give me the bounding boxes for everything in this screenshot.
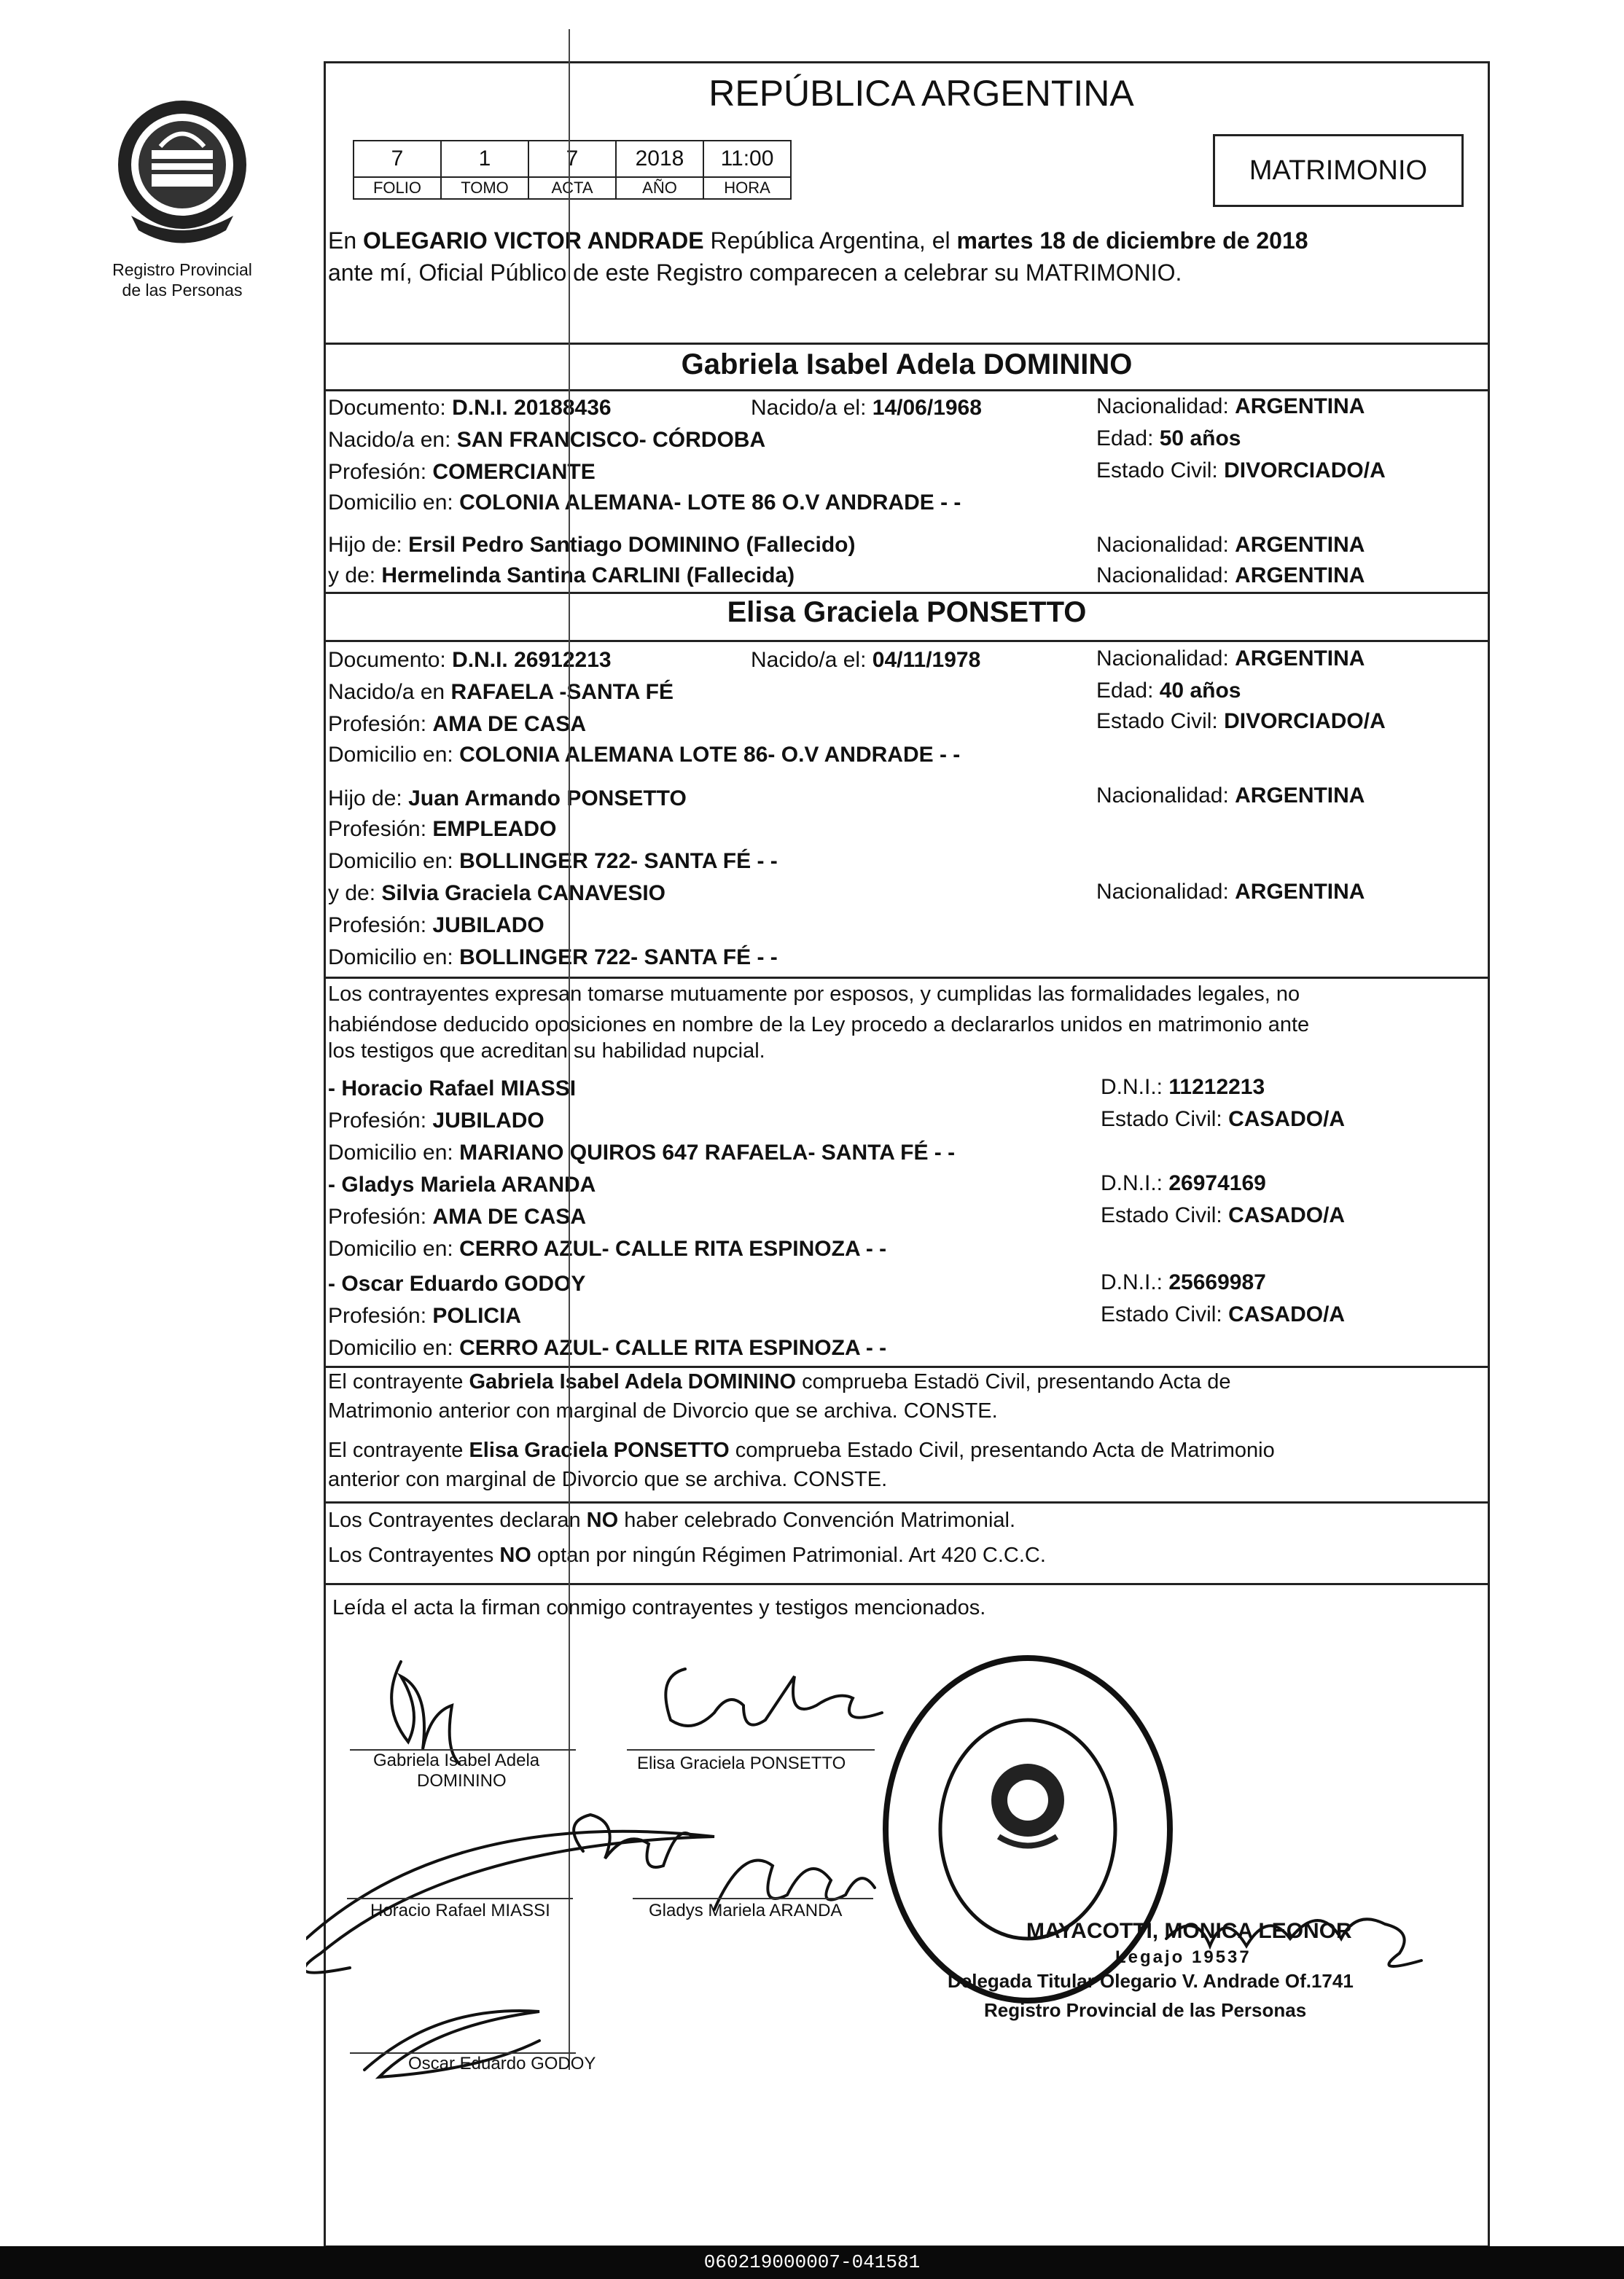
spouse2-father-nationality [1096,783,1365,809]
prof-label: Profesión: [328,1304,427,1328]
mother-label: y de: [328,881,376,905]
dom-label: Domicilio en: [328,1237,453,1261]
spouse2-name: Elisa Graciela PONSETTO [727,596,1087,628]
registry-logo [117,92,248,259]
witness2-civil-status [1101,1203,1345,1229]
intro-line-2: ante mí, Oficial Público de este Registro comparecen a celebrar su MATRIMONIO. [328,259,1182,286]
age-label: Edad: [1096,426,1154,450]
convention-line-1 [328,1507,1015,1533]
spouse2-civil-status [1096,708,1386,735]
father-label: Hijo de: [328,786,402,810]
declaration-line-3: los testigos que acreditan su habilidad nupcial. [328,1039,765,1063]
witness3-dni [1101,1270,1266,1296]
dni-value: 26974169 [1168,1171,1266,1195]
spouse2-domicile [328,742,960,768]
witness2-name: - Gladys Mariela ARANDA [328,1173,596,1197]
spouse1-birthplace [328,427,765,453]
note-suffix: comprueba Estadö Civil, presentando Acta de [796,1370,1231,1393]
section-divider [324,1501,1490,1504]
convention-prefix: Los Contrayentes declaran [328,1509,587,1532]
doc-label: Documento: [328,648,446,672]
dom-value: CERRO AZUL- CALLE RITA ESPINOZA - - [459,1336,887,1360]
doc-value: D.N.I. 26912213 [452,648,612,672]
mother-value: Hermelinda Santina CARLINI (Fallecida) [381,563,795,587]
prof-value: AMA DE CASA [432,1205,586,1229]
section-divider [324,1583,1490,1585]
spouse2-profession [328,711,586,738]
father-label: Hijo de: [328,533,402,557]
spouse1-nationality [1096,394,1365,420]
witness1-dni [1101,1074,1265,1101]
spouse1-father-nationality [1096,532,1365,558]
dom-label: Domicilio en: [328,1336,453,1360]
document-title: REPÚBLICA ARGENTINA [708,73,1134,114]
convention-suffix: haber celebrado Convención Matrimonial. [618,1509,1016,1532]
nat-value: ARGENTINA [1235,533,1365,557]
note-suffix: comprueba Estado Civil, presentando Acta de Matrimonio [729,1439,1275,1462]
signature-label-1b: DOMININO [417,1771,507,1791]
dni-label: D.N.I.: [1101,1171,1163,1195]
intro-line-1 [328,227,1308,254]
age-value: 50 años [1159,426,1241,450]
convention-prefix: Los Contrayentes [328,1544,500,1567]
mother-value: Silvia Graciela CANAVESIO [381,881,665,905]
note1-line-2: Matrimonio anterior con marginal de Divorcio que se archiva. CONSTE. [328,1399,998,1423]
civil-value: CASADO/A [1228,1107,1346,1131]
section-divider [324,640,1490,642]
spouse1-birthdate [751,395,982,421]
stamp-emblem-base [999,1837,1057,1846]
note-prefix: El contrayente [328,1439,469,1462]
birthplace-label: Nacido/a en [328,680,445,704]
civil-value: CASADO/A [1228,1203,1346,1227]
dom-label: Domicilio en: [328,1141,453,1165]
official-title: Delegada Titular Olegario V. Andrade Of.1741 [948,1970,1354,1992]
note2-line-1 [328,1437,1275,1463]
age-value: 40 años [1159,679,1241,703]
birthplace-label: Nacido/a en: [328,428,451,452]
section-divider [324,977,1490,979]
nat-label: Nacionalidad: [1096,533,1229,557]
nat-label: Nacionalidad: [1096,783,1229,808]
civil-value: DIVORCIADO/A [1224,709,1386,733]
year-value: 2018 [616,141,703,177]
stamp-emblem-core [1007,1780,1048,1821]
dom-label: Domicilio en: [328,849,453,873]
spouse1-civil-status [1096,458,1386,484]
witness1-civil-status [1101,1106,1345,1133]
witness1-profession [328,1108,544,1134]
note2-line-2: anterior con marginal de Divorcio que se archiva. CONSTE. [328,1468,888,1491]
spouse2-birthplace [328,679,674,705]
spouse2-mother-nationality [1096,879,1365,905]
official-name: MAYACOTTI, MONICA LEONOR [1026,1919,1352,1943]
dni-value: 25669987 [1168,1270,1266,1294]
acta-value: 7 [528,141,616,177]
prof-label: Profesión: [328,817,427,841]
civil-label: Estado Civil: [1101,1203,1222,1227]
spouse2-father-domicile [328,848,778,875]
convention-no: NO [586,1509,619,1532]
registry-label-line1: Registro Provincial [112,260,252,279]
intro-middle: República Argentina, el [703,227,957,254]
nat-value: ARGENTINA [1235,783,1365,808]
prof-value: COMERCIANTE [432,460,596,484]
witness2-domicile [328,1236,886,1262]
born-label: Nacido/a el: [751,648,867,672]
father-value: Juan Armando PONSETTO [408,786,687,810]
dom-label: Domicilio en: [328,945,453,969]
document-code-bar [0,2246,1624,2279]
prof-value: AMA DE CASA [432,712,586,736]
dom-value: BOLLINGER 722- SANTA FÉ - - [459,849,778,873]
signature-label-3: Horacio Rafael MIASSI [370,1901,550,1920]
hour-value: 11:00 [703,141,791,177]
note-name: Elisa Graciela PONSETTO [469,1439,730,1462]
civil-label: Estado Civil: [1101,1302,1222,1326]
dom-label: Domicilio en: [328,490,453,515]
dom-value: BOLLINGER 722- SANTA FÉ - - [459,945,778,969]
spouse2-mother-domicile [328,945,778,971]
spouse2-age [1096,678,1241,704]
prof-value: JUBILADO [432,913,544,937]
spouse1-mother [328,563,795,589]
year-label: AÑO [616,177,703,199]
prof-label: Profesión: [328,712,427,736]
dni-label: D.N.I.: [1101,1270,1163,1294]
mother-label: y de: [328,563,376,587]
folio-value: 7 [354,141,441,177]
document-code: 060219000007-041581 [703,2251,921,2273]
spouse1-mother-nationality [1096,563,1365,589]
signatures-intro: Leída el acta la firman conmigo contrayentes y testigos mencionados. [332,1596,986,1619]
signature-elisa [665,1669,882,1726]
note-name: Gabriela Isabel Adela DOMININO [469,1370,797,1393]
spouse1-domicile [328,490,961,516]
spouse2-birthdate [751,647,980,673]
nat-label: Nacionalidad: [1096,563,1229,587]
convention-suffix: optan por ningún Régimen Patrimonial. Art 420 C.C.C. [531,1544,1046,1567]
nat-value: ARGENTINA [1235,646,1365,671]
dom-value: COLONIA ALEMANA- LOTE 86 O.V ANDRADE - - [459,490,961,515]
spouse2-mother-profession [328,912,544,939]
acta-label: ACTA [528,177,616,199]
witness3-profession [328,1303,521,1329]
official-registry: Registro Provincial de las Personas [984,1999,1307,2021]
intro-date: martes 18 de diciembre de 2018 [956,227,1308,254]
signature-label-5: Oscar Eduardo GODOY [408,2054,596,2073]
section-divider [324,343,1490,345]
nat-value: ARGENTINA [1235,880,1365,904]
hour-label: HORA [703,177,791,199]
prof-label: Profesión: [328,1205,427,1229]
spouse1-father [328,532,855,558]
convention-no: NO [499,1544,531,1567]
prof-value: JUBILADO [432,1109,544,1133]
declaration-line-1: Los contrayentes expresan tomarse mutuamente por esposos, y cumplidas las formalidades legales, no [328,982,1300,1006]
dom-value: COLONIA ALEMANA LOTE 86- O.V ANDRADE - - [459,743,961,767]
nat-label: Nacionalidad: [1096,880,1229,904]
record-type-label: MATRIMONIO [1249,155,1428,186]
dom-value: CERRO AZUL- CALLE RITA ESPINOZA - - [459,1237,887,1261]
section-divider [324,1366,1490,1368]
civil-value: CASADO/A [1228,1302,1346,1326]
age-label: Edad: [1096,679,1154,703]
intro-place: OLEGARIO VICTOR ANDRADE [363,227,704,254]
nat-label: Nacionalidad: [1096,394,1229,418]
civil-label: Estado Civil: [1096,709,1218,733]
dom-label: Domicilio en: [328,743,453,767]
nat-value: ARGENTINA [1235,563,1365,587]
spouse1-profession [328,459,596,485]
registry-label-line2: de las Personas [122,281,243,300]
dni-label: D.N.I.: [1101,1075,1163,1099]
prof-label: Profesión: [328,1109,427,1133]
prof-label: Profesión: [328,460,427,484]
witness3-domicile [328,1335,886,1361]
witness1-domicile [328,1140,955,1166]
section-divider [324,592,1490,594]
registry-label [87,259,277,300]
record-type-box [1213,134,1464,207]
prof-label: Profesión: [328,913,427,937]
witness2-dni [1101,1170,1266,1197]
official-legajo: Legajo 19537 [1115,1947,1252,1967]
dni-value: 11212213 [1168,1075,1265,1099]
tomo-value: 1 [441,141,528,177]
witness3-civil-status [1101,1302,1345,1328]
witness1-name: - Horacio Rafael MIASSI [328,1076,577,1101]
signature-gabriela [391,1662,459,1764]
born-value: 14/06/1968 [872,396,982,420]
spouse2-father [328,786,687,812]
signature-label-2: Elisa Graciela PONSETTO [637,1754,846,1773]
declaration-line-2: habiéndose deducido oposiciones en nombre de la Ley procedo a declararlos unidos en matrimonio ante [328,1013,1310,1036]
spouse2-mother [328,880,665,907]
birthplace-value: RAFAELA -SANTA FÉ [450,680,674,704]
civil-label: Estado Civil: [1101,1107,1222,1131]
spouse1-age [1096,426,1241,452]
prof-value: POLICIA [432,1304,522,1328]
doc-label: Documento: [328,396,446,420]
prof-value: EMPLEADO [432,817,557,841]
section-divider [324,389,1490,391]
nat-value: ARGENTINA [1235,394,1365,418]
dom-value: MARIANO QUIROS 647 RAFAELA- SANTA FÉ - - [459,1141,956,1165]
tomo-label: TOMO [441,177,528,199]
born-value: 04/11/1978 [872,648,981,672]
convention-line-2 [328,1542,1046,1568]
witness2-profession [328,1204,586,1230]
birthplace-value: SAN FRANCISCO- CÓRDOBA [456,428,766,452]
signature-label-4: Gladys Mariela ARANDA [649,1901,843,1920]
nat-label: Nacionalidad: [1096,646,1229,671]
spouse1-name: Gabriela Isabel Adela DOMININO [681,348,1133,380]
note-prefix: El contrayente [328,1370,469,1393]
folio-label: FOLIO [354,177,441,199]
note1-line-1 [328,1369,1230,1395]
born-label: Nacido/a el: [751,396,867,420]
civil-label: Estado Civil: [1096,458,1218,482]
witness3-name: - Oscar Eduardo GODOY [328,1272,586,1296]
father-value: Ersil Pedro Santiago DOMININO (Fallecido) [408,533,856,557]
signature-label-1 [373,1751,539,1791]
seal-emblem-icon [117,92,248,259]
doc-value: D.N.I. 20188436 [452,396,612,420]
civil-value: DIVORCIADO/A [1224,458,1386,482]
registry-reference-table [353,140,792,200]
spouse2-father-profession [328,816,556,843]
signature-label-1a: Gabriela Isabel Adela [373,1751,540,1770]
intro-prefix: En [328,227,364,254]
spouse2-nationality [1096,646,1365,672]
